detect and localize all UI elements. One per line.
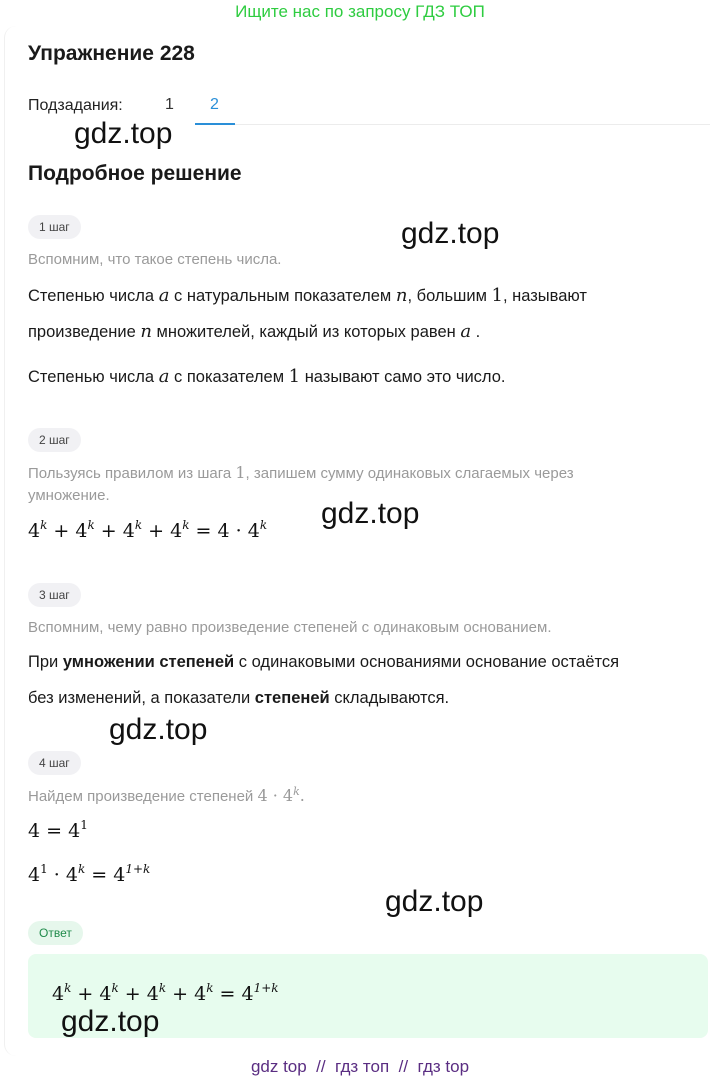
page-title: Упражнение 228 (28, 42, 195, 65)
step-1-badge: 1 шаг (28, 215, 81, 239)
top-banner: Ищите нас по запросу ГДЗ ТОП (235, 2, 485, 21)
answer-badge: Ответ (28, 921, 83, 945)
active-tab-underline (195, 123, 235, 125)
answer-formula: $4^k + 4^k + 4^k + 4^k = 4^{1+k}$ (52, 981, 279, 1005)
step-3-line-1: При умножении степеней с одинаковыми основаниями основание остаётся (28, 653, 620, 671)
step-4-formula-2: $4^1 \cdot 4^k = 4^{1+k}$ (28, 862, 151, 886)
step-4-hint: Найдем произведение степеней $4 \cdot 4^k$. (28, 785, 305, 805)
watermark: gdz.top (321, 497, 420, 530)
watermark: gdz.top (109, 713, 208, 746)
step-2-formula: $4^k + 4^k + 4^k + 4^k = 4 \cdot 4^k$ (28, 518, 268, 542)
watermark: gdz.top (74, 117, 173, 150)
subtask-tab-1[interactable]: 1 (165, 96, 174, 113)
step-4-formula-1: $4 = 4^1$ (28, 818, 88, 842)
step-2-hint: Пользуясь правилом из шага 1, запишем сумму одинаковых слагаемых через умножение. (28, 463, 574, 504)
step-2-badge: 2 шаг (28, 428, 81, 452)
step-3-hint: Вспомним, чему равно произведение степеней с одинаковым основанием. (28, 619, 552, 636)
watermark: gdz.top (401, 217, 500, 250)
step-1-line-2: произведение n множителей, каждый из которых равен a . (28, 321, 481, 342)
step-1-line-3: Степенью числа a с показателем 1 называют само это число. (28, 366, 506, 387)
footer-links[interactable]: gdz top // гдз топ // гдз top (250, 1057, 470, 1076)
step-4-badge: 4 шаг (28, 751, 81, 775)
step-3-line-2: без изменений, а показатели степеней складываются. (28, 689, 450, 707)
subtask-tab-2[interactable]: 2 (210, 96, 219, 113)
watermark: gdz.top (385, 885, 484, 918)
tabs-divider (235, 124, 710, 125)
watermark: gdz.top (61, 1005, 160, 1038)
step-1-hint: Вспомним, что такое степень числа. (28, 251, 282, 268)
step-3-badge: 3 шаг (28, 583, 81, 607)
subtasks-label: Подзадания: (28, 97, 123, 114)
step-1-line-1: Степенью числа a с натуральным показателем n, большим 1, называют (28, 285, 587, 306)
section-title: Подробное решение (28, 162, 242, 185)
